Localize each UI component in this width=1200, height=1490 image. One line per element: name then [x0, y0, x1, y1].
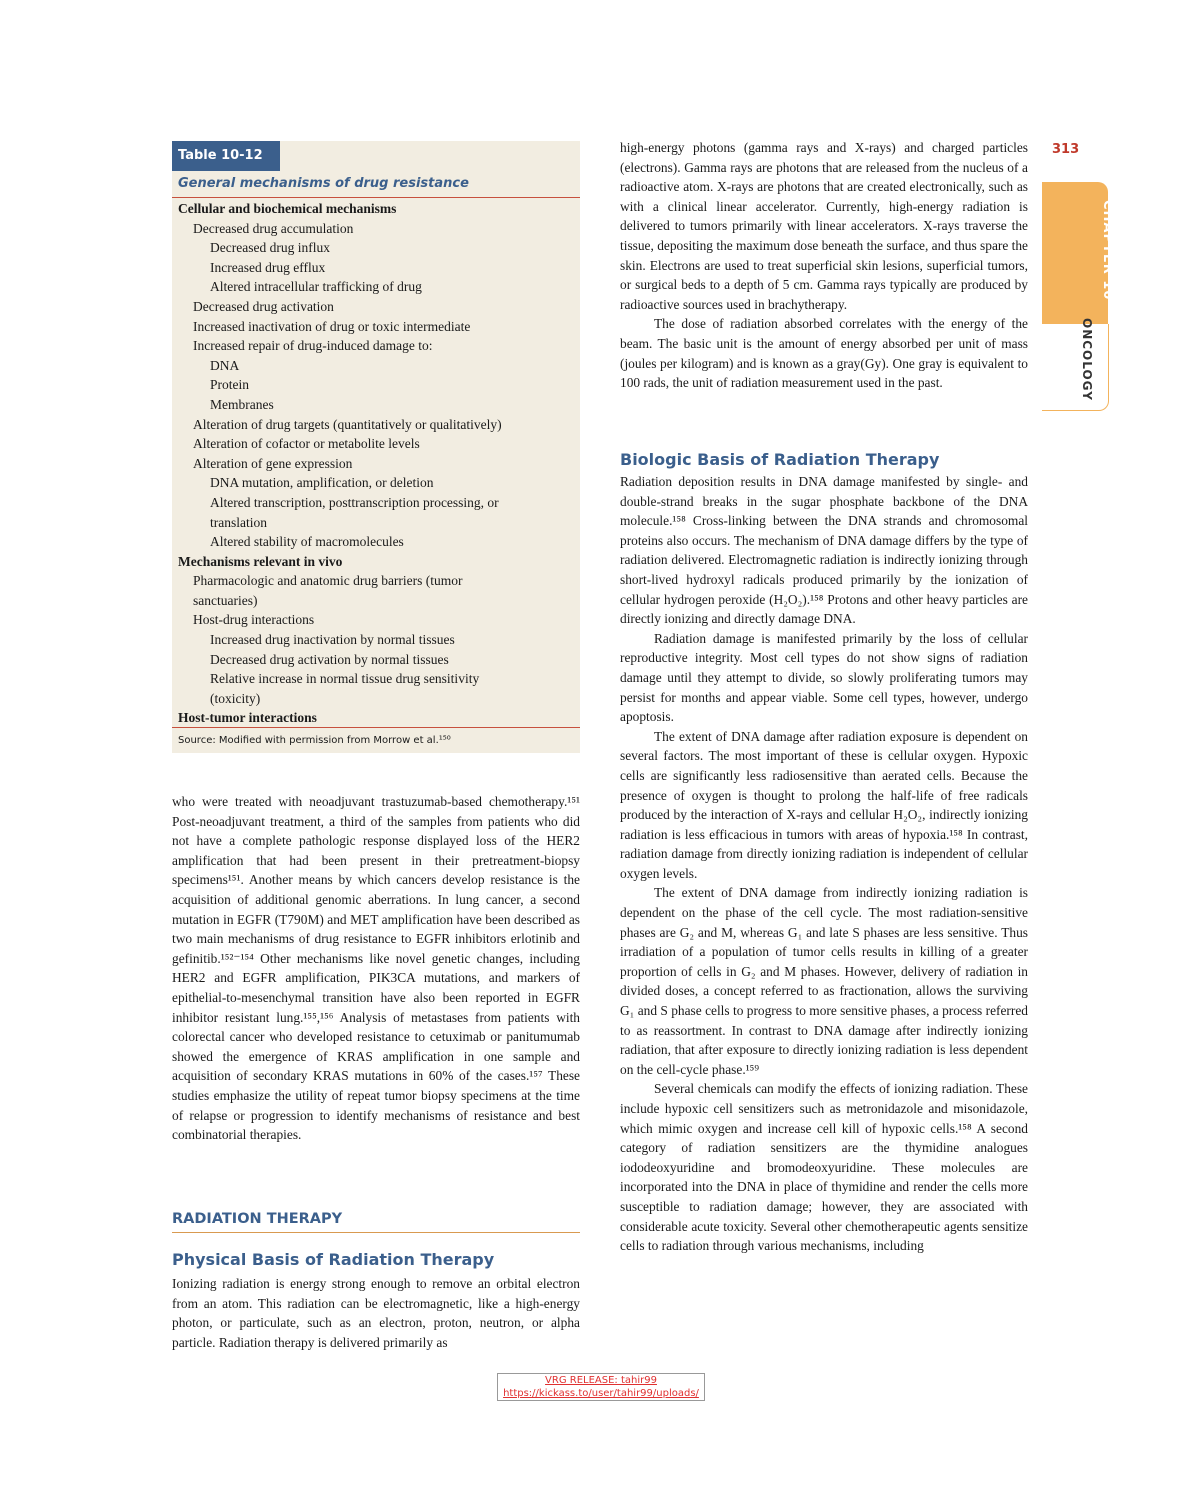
section-heading-radiation-therapy: RADIATION THERAPY: [172, 1211, 580, 1233]
right-paragraph-4: Radiation damage is manifested primarily by the loss of cellular reproductive integrity. Most cell types do not show signs of radiation damage until they attempt to divide, so slowly proliferating tumors may persist for months and appear viable. Some cell types, however, undergo apoptosis.: [620, 630, 1028, 725]
table-row: Increased repair of drug-induced damage to:: [193, 338, 433, 354]
chapter-tab-white: [1042, 324, 1109, 411]
table-row: Decreased drug activation: [193, 298, 334, 314]
left-column-physical: [172, 1274, 580, 1352]
table-label: Table 10-12: [172, 141, 280, 171]
table-row: translation: [210, 514, 267, 530]
table-source: Source: Modified with permission from Morrow et al.¹⁵⁰: [178, 735, 451, 746]
right-column-top: [620, 138, 1028, 393]
table-row: Increased inactivation of drug or toxic intermediate: [193, 318, 471, 334]
section-label: ONCOLOGY: [1080, 318, 1094, 401]
table-rule-bottom: [172, 727, 580, 728]
left-column-intro: [172, 792, 580, 1145]
table-row: sanctuaries): [193, 592, 258, 608]
table-title: General mechanisms of drug resistance: [178, 176, 469, 191]
right-column-biologic: [620, 472, 1028, 1256]
chapter-tab-orange: [1042, 182, 1108, 324]
left-intro-paragraph: who were treated with neoadjuvant trastuzumab-based chemotherapy.¹⁵¹ Post-neoadjuvant treatment, a third of the samples from patients who did not have a complete pathologic response displayed loss of the HER2 amplification that had been present in their pretreatment-biopsy specimens¹⁵¹. Another means by which cancers develop resistance is the acquisition of additional genomic aberrations. In lung cancer, a second mutation in EGFR (T790M) and MET amplification have been described as two main mechanisms of drug resistance to EGFR inhibitors erlotinib and gefinitib.¹⁵²⁻¹⁵⁴ Other mechanisms like novel genetic changes, including HER2 and EGFR amplification, PIK3CA mutations, and markers of epithelial-to-mesenchymal transition have also been reported in EGFR inhibitor resistant lung.¹⁵⁵,¹⁵⁶ Analysis of metastases from patients with colorectal cancer who developed resistance to cetuximab or panitumumab showed the emergence of KRAS amplification in one sample and acquisition of secondary KRAS mutations in 60% of the cases.¹⁵⁷ These studies emphasize the utility of repeat tumor biopsy specimens at the time of relapse or progression to identify mechanisms of resistance and best combinatorial therapies.: [172, 794, 580, 1143]
table-row: Relative increase in normal tissue drug sensitivity: [210, 671, 480, 687]
subheading-biologic-basis: Biologic Basis of Radiation Therapy: [620, 450, 940, 469]
table-row: (toxicity): [210, 690, 261, 706]
table-row: DNA mutation, amplification, or deletion: [210, 475, 434, 491]
table-10-12: [172, 141, 580, 753]
table-row: Alteration of cofactor or metabolite levels: [193, 436, 420, 452]
right-paragraph-3: Radiation deposition results in DNA damage manifested by single- and double-strand breaks in the sugar phosphate backbone of the DNA molecule.¹⁵⁸ Cross-linking between the DNA strands and chromosomal proteins also occurs. The mechanism of DNA damage differs by the type of radiation delivered. Electromagnetic radiation is indirectly ionizing through short-lived hydroxyl radicals produced primarily by the ionization of cellular hydrogen peroxide (H₂O₂).¹⁵⁸ Protons and other heavy particles are directly ionizing and directly damage DNA.: [620, 474, 1028, 627]
release-link[interactable]: https://kickass.to/user/tahir99/uploads/: [503, 1388, 699, 1399]
subheading-physical-basis: Physical Basis of Radiation Therapy: [172, 1250, 495, 1269]
table-row: Decreased drug accumulation: [193, 220, 354, 236]
release-line[interactable]: VRG RELEASE: tahir99: [545, 1375, 657, 1386]
table-row: Altered stability of macromolecules: [210, 534, 404, 550]
table-row: Increased drug inactivation by normal tissues: [210, 632, 455, 648]
table-row: Protein: [210, 377, 249, 393]
release-footer: [497, 1373, 705, 1401]
table-row: Increased drug efflux: [210, 259, 326, 275]
table-row: Alteration of drug targets (quantitatively or qualitatively): [193, 416, 502, 432]
right-paragraph-1: high-energy photons (gamma rays and X-rays) and charged particles (electrons). Gamma rays are photons that are released from the nucleus of a radioactive atom. X-rays are photons that are created electronically, such as with a clinical linear accelerator. Currently, high-energy radiation is delivered to tumors primarily with linear accelerators. X-rays traverse the tissue, depositing the maximum dose beneath the surface, and thus spare the skin. Electrons are used to treat superficial skin lesions, superficial tumors, or surgical beds to a depth of 5 cm. Gamma rays typically are produced by radioactive sources used in brachytherapy.: [620, 140, 1028, 312]
table-rule-top: [172, 197, 580, 198]
chapter-tab: [1042, 182, 1115, 410]
table-row: Host-tumor interactions: [178, 710, 317, 726]
right-paragraph-5: The extent of DNA damage after radiation exposure is dependent on several factors. The most important of these is cellular oxygen. Hypoxic cells are significantly less radiosensitive than aerated cells. Because the presence of oxygen is thought to prolong the half-life of free radicals produced by the interaction of X-rays and cellular H₂O₂, indirectly ionizing radiation is less efficacious in tumors with areas of hypoxia.¹⁵⁸ In contrast, radiation damage from directly ionizing radiation is independent of cellular oxygen levels.: [620, 728, 1028, 881]
table-row: Membranes: [210, 396, 274, 412]
physical-basis-paragraph: Ionizing radiation is energy strong enough to remove an orbital electron from an atom. This radiation can be electromagnetic, like a high-energy photon, or particulate, such as an electron, proton, neutron, or alpha particle. Radiation therapy is delivered primarily as: [172, 1276, 580, 1350]
right-paragraph-2: The dose of radiation absorbed correlates with the energy of the beam. The basic unit is the amount of energy absorbed per unit of mass (joules per kilogram) and is known as a gray(Gy). One gray is equivalent to 100 rads, the unit of radiation measurement used in the past.: [620, 316, 1028, 391]
right-paragraph-7: Several chemicals can modify the effects of ionizing radiation. These include hypoxic cell sensitizers such as metronidazole and misonidazole, which mimic oxygen and increase cell kill of hypoxic cells.¹⁵⁸ A second category of radiation sensitizers are the thymidine analogues iododeoxyuridine and bromodeoxyuridine. These molecules are incorporated into the DNA in place of thymidine and render the cells more susceptible to radiation damage; however, they are associated with considerable acute toxicity. Several other chemotherapeutic agents sensitize cells to radiation through various mechanisms, including: [620, 1081, 1028, 1254]
table-row: DNA: [210, 357, 240, 373]
right-paragraph-6: The extent of DNA damage from indirectly ionizing radiation is dependent on the phase of the cell cycle. The most radiation-sensitive phases are G₂ and M, whereas G₁ and late S phases are less sensitive. Thus irradiation of a population of tumor cells results in killing of a greater proportion of cells in G₂ and M phases. However, delivery of radiation in divided doses, a concept referred to as fractionation, allows the surviving G₁ and S phase cells to progress to more sensitive phases, a process referred to as reassortment. In contrast to DNA damage after indirectly ionizing radiation, that after exposure to directly ionizing radiation is less dependent on the cell-cycle phase.¹⁵⁹: [620, 885, 1028, 1077]
table-row: Alteration of gene expression: [193, 455, 353, 471]
page-number: 313: [1052, 142, 1080, 157]
table-row: Decreased drug influx: [210, 240, 330, 256]
table-row: Altered intracellular trafficking of drug: [210, 279, 422, 295]
table-rows: [178, 199, 578, 728]
table-row: Mechanisms relevant in vivo: [178, 553, 343, 569]
table-row: Pharmacologic and anatomic drug barriers (tumor: [193, 573, 463, 589]
table-row: Decreased drug activation by normal tissues: [210, 651, 449, 667]
table-row: Host-drug interactions: [193, 612, 315, 628]
table-row: Altered transcription, posttranscription processing, or: [210, 494, 499, 510]
chapter-label: CHAPTER 10: [1100, 200, 1115, 301]
table-row: Cellular and biochemical mechanisms: [178, 201, 397, 216]
